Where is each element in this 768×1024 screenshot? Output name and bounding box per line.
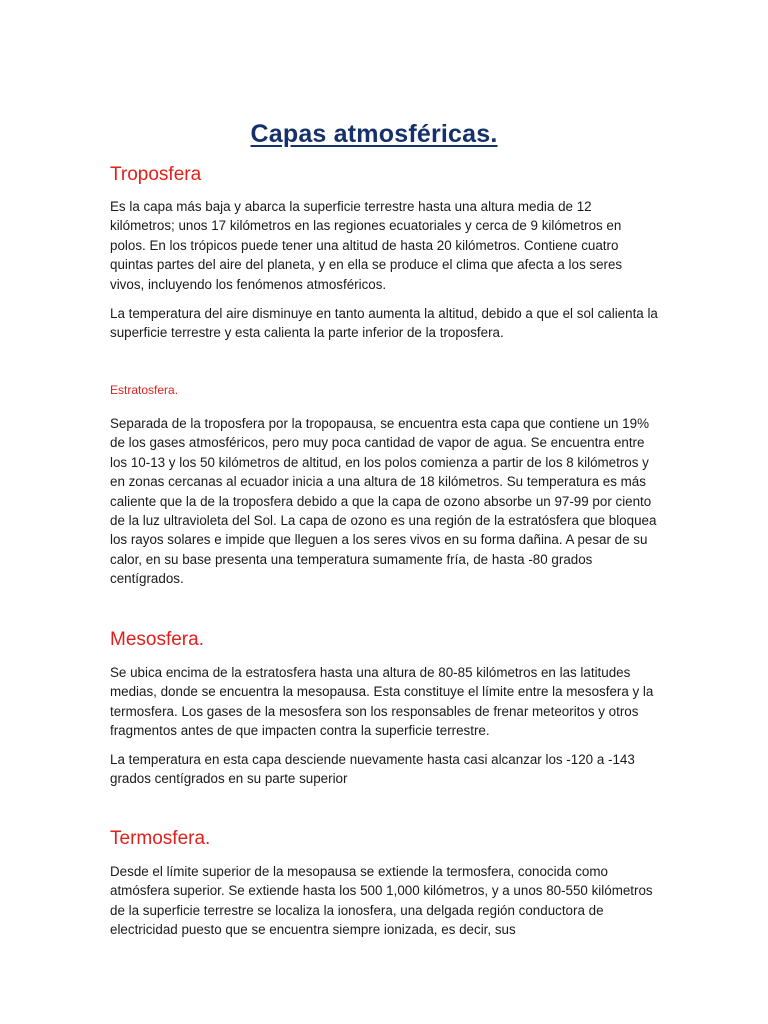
page-title: Capas atmosféricas. [250,120,498,148]
heading-troposfera: Troposfera [110,164,202,185]
heading-termosfera: Termosfera. [110,828,211,849]
paragraph-termosfera-1: Desde el límite superior de la mesopausa se extiende la termosfera, conocida como atmósfera superior. Se extiende hasta los 500 1,000 kilómetros, y a unos 80-550 kilómetros de la superficie terrestre se localiza la ionosfera, una delgada región conductora de electricidad puesto que se encuentra siempre ionizada, es decir, sus [110,864,653,938]
heading-mesosfera: Mesosfera. [110,629,204,650]
paragraph-troposfera-2: La temperatura del aire disminuye en tanto aumenta la altitud, debido a que el sol calienta la superficie terrestre y esta calienta la parte inferior de la troposfera. [110,306,658,341]
paragraph-estratosfera-1: Separada de la troposfera por la tropopausa, se encuentra esta capa que contiene un 19% de los gases atmosféricos, pero muy poca cantidad de vapor de agua. Se encuentra entre los 10-13 y los 50 kilómetros de altitud, en los polos comienza a partir de los 8 kilómetros y en zonas cercanas al ecuador inicia a una altura de 18 kilómetros. Su temperatura es más caliente que la de la troposfera debido a que la capa de ozono absorbe un 97-99 por ciento de la luz ultravioleta del Sol. La capa de ozono es una región de la estratósfera que bloquea los rayos solares e impide que lleguen a los seres vivos en su forma dañina. A pesar de su calor, en su base presenta una temperatura sumamente fría, de hasta -80 grados centígrados. [110,416,657,587]
paragraph-mesosfera-1: Se ubica encima de la estratosfera hasta una altura de 80-85 kilómetros en las latitudes medias, donde se encuentra la mesopausa. Esta constituye el límite entre la mesosfera y la termosfera. Los gases de la mesosfera son los responsables de frenar meteoritos y otros fragmentos antes de que impacten contra la superficie terrestre. [110,665,654,739]
heading-estratosfera: Estratosfera. [110,383,179,397]
paragraph-mesosfera-2: La temperatura en esta capa desciende nuevamente hasta casi alcanzar los -120 a -143 grados centígrados en su parte superior [110,752,635,787]
paragraph-troposfera-1: Es la capa más baja y abarca la superficie terrestre hasta una altura media de 12 kilómetros; unos 17 kilómetros en las regiones ecuatoriales y cerca de 9 kilómetros en polos. En los trópicos puede tener una altitud de hasta 20 kilómetros. Contiene cuatro quintas partes del aire del planeta, y en ella se produce el clima que afecta a los seres vivos, incluyendo los fenómenos atmosféricos. [110,199,623,292]
